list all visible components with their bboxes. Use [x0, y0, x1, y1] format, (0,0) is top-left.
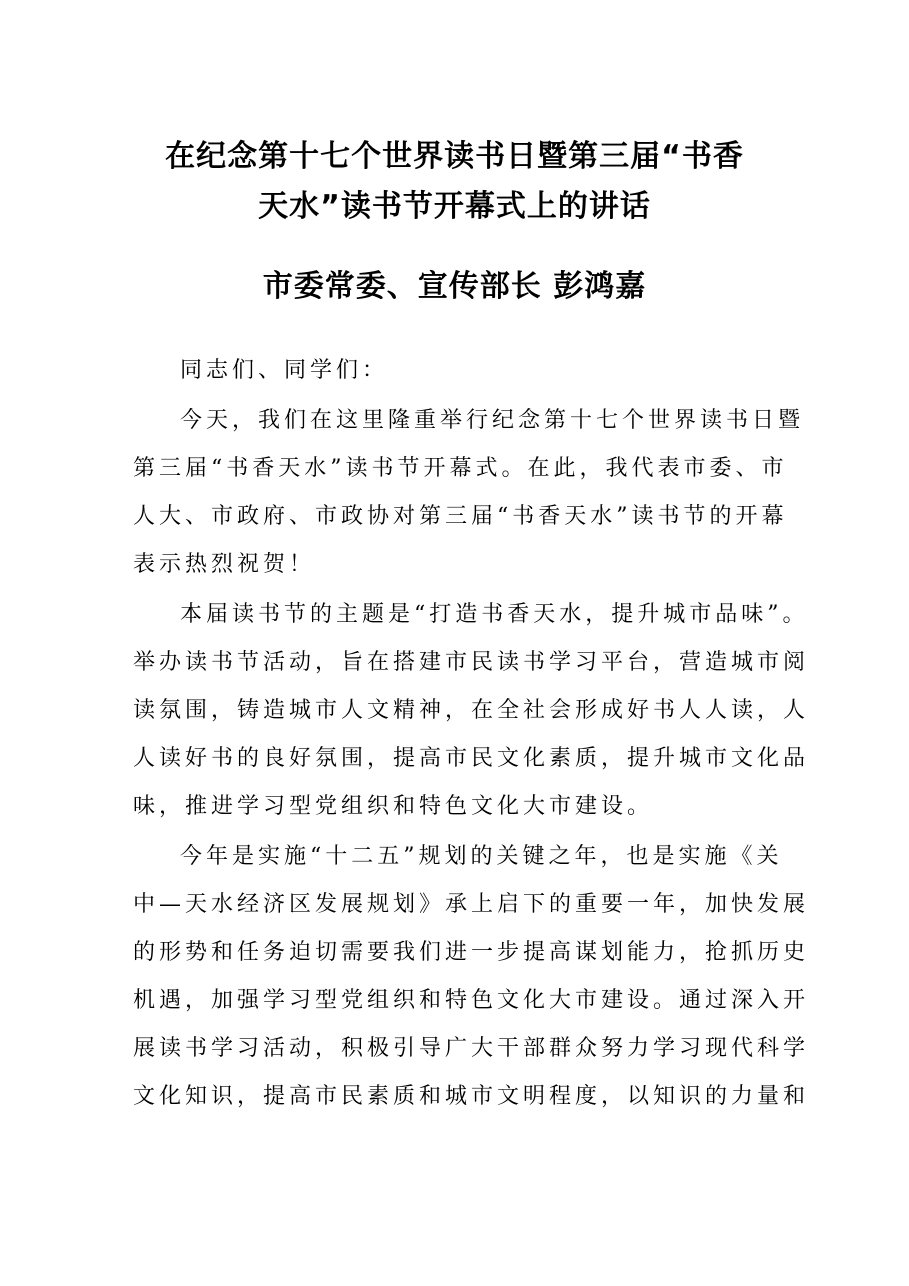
title-line-2: 天水”读书节开幕式上的讲话	[258, 189, 651, 224]
paragraph-3-line: 文化知识，提高市民素质和城市文明程度，以知识的力量和	[133, 1084, 810, 1109]
greeting: 同志们、同学们：	[180, 358, 389, 383]
paragraph-3-line: 中—天水经济区发展规划》承上启下的重要一年，加快发展	[133, 892, 810, 917]
paragraph-2-line: 味，推进学习型党组织和特色文化大市建设。	[133, 794, 654, 819]
paragraph-2-line: 读氛围，铸造城市人文精神，在全社会形成好书人人读，人	[133, 698, 810, 723]
paragraph-2-line: 本届读书节的主题是“打造书香天水，提升城市品味”。	[180, 602, 809, 627]
speaker-byline: 市委常委、宣传部长 彭鸿嘉	[262, 269, 647, 304]
paragraph-2-line: 举办读书节活动，旨在搭建市民读书学习平台，营造城市阅	[133, 650, 810, 675]
paragraph-3-line: 今年是实施“十二五”规划的关键之年，也是实施《关	[180, 844, 783, 869]
paragraph-3-line: 的形势和任务迫切需要我们进一步提高谋划能力，抢抓历史	[133, 940, 810, 965]
paragraph-1-line: 第三届“书香天水”读书节开幕式。在此，我代表市委、市	[133, 456, 788, 481]
paragraph-2-line: 人读好书的良好氛围，提高市民文化素质，提升城市文化品	[133, 746, 810, 771]
paragraph-1-line: 人大、市政府、市政协对第三届“书香天水”读书节的开幕	[133, 504, 788, 529]
paragraph-3-line: 展读书学习活动，积极引导广大干部群众努力学习现代科学	[133, 1036, 810, 1061]
paragraph-3-line: 机遇，加强学习型党组织和特色文化大市建设。通过深入开	[133, 988, 810, 1013]
paragraph-1-line: 表示热烈祝贺！	[133, 552, 316, 577]
title-line-1: 在纪念第十七个世界读书日暨第三届“书香	[165, 139, 744, 174]
paragraph-1-line: 今天，我们在这里隆重举行纪念第十七个世界读书日暨	[180, 408, 805, 433]
